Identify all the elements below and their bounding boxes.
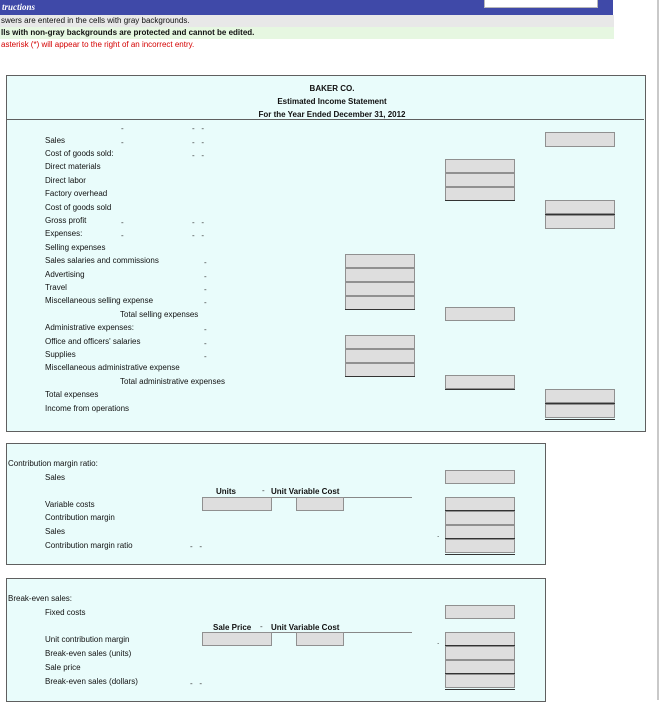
dash-marker: - — [121, 124, 124, 133]
total-expenses-input[interactable] — [545, 389, 615, 403]
instruction-line-1: swers are entered in the cells with gray backgrounds. — [0, 15, 614, 27]
cm-sales-input[interactable] — [445, 470, 515, 484]
dash-marker: - - — [192, 231, 204, 240]
row-direct-labor: Direct labor — [45, 176, 86, 185]
direct-materials-input[interactable] — [445, 159, 515, 173]
misc-selling-input[interactable] — [345, 296, 415, 310]
row-misc-selling: Miscellaneous selling expense — [45, 296, 154, 305]
office-salaries-input[interactable] — [345, 335, 415, 349]
ucm-input[interactable] — [445, 632, 515, 646]
cm-ratio-input[interactable] — [445, 539, 515, 553]
sale-price-input[interactable] — [202, 632, 272, 646]
variable-costs-label: Variable costs — [45, 500, 95, 509]
row-total-selling: Total selling expenses — [120, 310, 199, 319]
advertising-input[interactable] — [345, 268, 415, 282]
row-travel: Travel — [45, 283, 67, 292]
instruction-line-3: asterisk (*) will appear to the right of an incorrect entry. — [0, 39, 614, 51]
break-even-title: Break-even sales: — [8, 594, 73, 603]
dash-marker: - - — [192, 218, 204, 227]
statement-period: For the Year Ended December 31, 2012 — [258, 110, 406, 119]
factory-overhead-input[interactable] — [445, 187, 515, 201]
underline — [345, 376, 415, 377]
scrollbar-track — [657, 0, 659, 700]
row-office-salaries: Office and officers' salaries — [45, 337, 141, 346]
dash-marker: - — [204, 352, 207, 361]
income-statement-panel — [6, 75, 646, 432]
row-sales: Sales — [45, 136, 66, 145]
be-units-label: Break-even sales (units) — [45, 649, 132, 658]
cm-sales2-input[interactable] — [445, 525, 515, 539]
row-cogs-header: Cost of goods sold: — [45, 149, 114, 158]
unit-variable-cost-header: Unit Variable Cost — [271, 487, 340, 496]
incorrect-marker: . — [437, 530, 440, 539]
misc-admin-input[interactable] — [345, 363, 415, 377]
header-tab — [484, 0, 598, 8]
sale-price-label: Sale price — [45, 663, 81, 672]
dash-marker: - — [204, 285, 207, 294]
break-even-panel — [6, 578, 546, 702]
dash-marker: - - — [192, 151, 204, 160]
contribution-margin-label: Contribution margin — [45, 513, 115, 522]
row-total-expenses: Total expenses — [45, 390, 99, 399]
row-cogs-total: Cost of goods sold — [45, 203, 112, 212]
dash-marker: - — [204, 298, 207, 307]
double-underline — [445, 689, 515, 690]
unit-variable-cost-input[interactable] — [296, 497, 344, 511]
dash-marker: - - — [192, 138, 204, 147]
statement-title: Estimated Income Statement — [277, 97, 387, 106]
underline — [345, 309, 415, 310]
total-selling-input[interactable] — [445, 307, 515, 321]
units-input[interactable] — [202, 497, 272, 511]
fixed-costs-input[interactable] — [445, 605, 515, 619]
dash-marker: - — [121, 218, 124, 227]
dash-marker: - — [204, 339, 207, 348]
be-sale-price-input[interactable] — [445, 660, 515, 674]
supplies-input[interactable] — [345, 349, 415, 363]
dash-marker: - — [204, 272, 207, 281]
contribution-margin-input[interactable] — [445, 511, 515, 525]
cogs-total-input[interactable] — [545, 200, 615, 214]
double-underline — [445, 554, 515, 555]
dash-marker: - - — [192, 124, 204, 133]
units-header: Units — [216, 487, 236, 496]
double-underline — [545, 419, 615, 420]
ucm-label: Unit contribution margin — [45, 635, 130, 644]
gross-profit-input[interactable] — [545, 215, 615, 229]
row-supplies: Supplies — [45, 350, 76, 359]
header-separator — [7, 119, 644, 120]
dash-marker: - - — [190, 542, 202, 551]
cm-ratio-title: Contribution margin ratio: — [8, 459, 98, 468]
cm-sales-label: Sales — [45, 473, 66, 482]
row-sales-salaries: Sales salaries and commissions — [45, 256, 159, 265]
row-direct-materials: Direct materials — [45, 162, 101, 171]
row-misc-admin: Miscellaneous administrative expense — [45, 363, 180, 372]
income-operations-input[interactable] — [545, 404, 615, 418]
sales-salaries-input[interactable] — [345, 254, 415, 268]
instructions-title: tructions — [2, 2, 36, 12]
cm-sales2-label: Sales — [45, 527, 66, 536]
row-gross-profit: Gross profit — [45, 216, 87, 225]
company-name: BAKER CO. — [309, 84, 355, 93]
dash-marker: - — [121, 138, 124, 147]
incorrect-marker: . — [437, 637, 440, 646]
row-expenses: Expenses: — [45, 229, 83, 238]
be-dollars-label: Break-even sales (dollars) — [45, 677, 138, 686]
total-admin-input[interactable] — [445, 375, 515, 389]
row-advertising: Advertising — [45, 270, 85, 279]
dash-marker: - — [121, 231, 124, 240]
row-selling-expenses: Selling expenses — [45, 243, 106, 252]
be-unit-variable-cost-input[interactable] — [296, 632, 344, 646]
variable-costs-input[interactable] — [445, 497, 515, 511]
travel-input[interactable] — [345, 282, 415, 296]
row-admin-expenses: Administrative expenses: — [45, 323, 134, 332]
row-income-operations: Income from operations — [45, 404, 130, 413]
sales-amount-input[interactable] — [545, 132, 615, 147]
be-dollars-input[interactable] — [445, 674, 515, 688]
fixed-costs-label: Fixed costs — [45, 608, 86, 617]
row-total-admin: Total administrative expenses — [120, 377, 225, 386]
dash-marker: - — [204, 258, 207, 267]
instruction-line-2: lls with non-gray backgrounds are protected and cannot be edited. — [0, 27, 614, 39]
dash-marker: - — [204, 325, 207, 334]
dash-marker: - - — [190, 679, 202, 688]
sale-price-header: Sale Price — [213, 623, 252, 632]
underline — [445, 389, 515, 390]
dash-marker: - — [262, 486, 265, 495]
underline — [445, 200, 515, 201]
dash-marker: - — [260, 622, 263, 631]
cm-ratio-label: Contribution margin ratio — [45, 541, 133, 550]
contribution-margin-panel — [6, 443, 546, 565]
direct-labor-input[interactable] — [445, 173, 515, 187]
row-factory-overhead: Factory overhead — [45, 189, 108, 198]
be-units-input[interactable] — [445, 646, 515, 660]
be-unit-variable-cost-header: Unit Variable Cost — [271, 623, 340, 632]
